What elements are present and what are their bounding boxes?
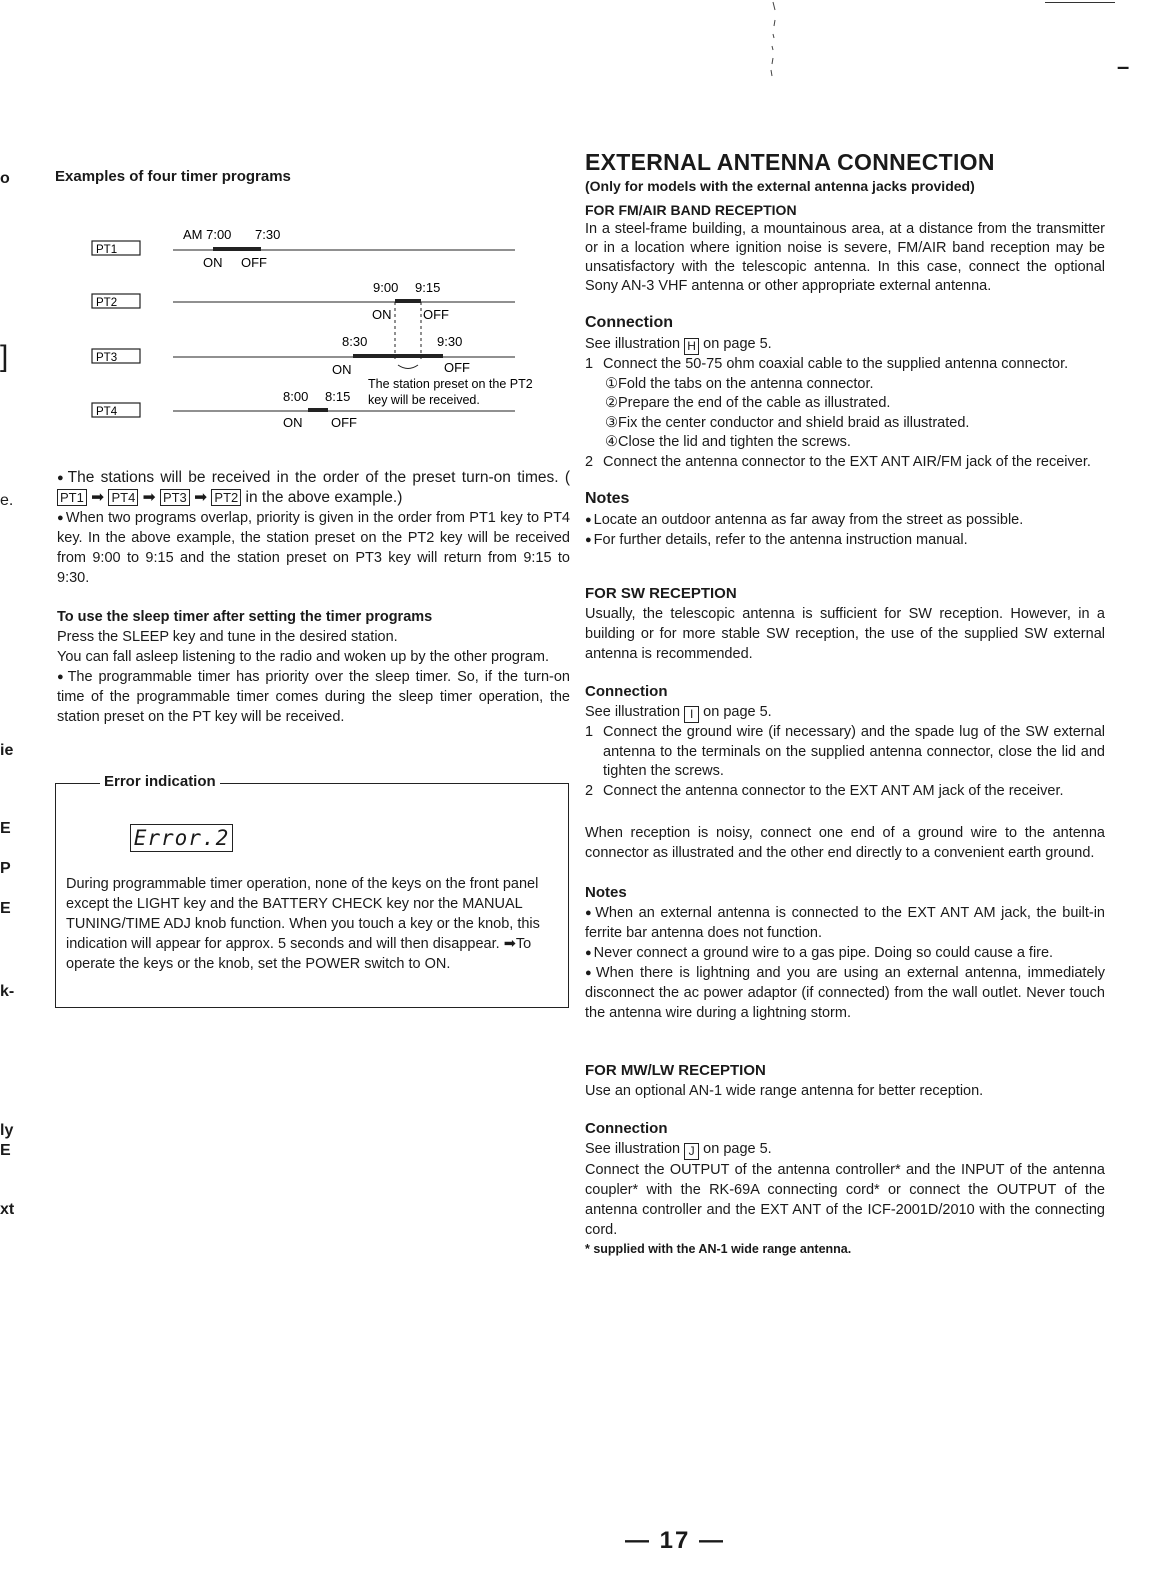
bullet-overlap-priority: ● When two programs overlap, priority is given in the order from PT1 key to PT4 key. In the above example, the station preset on the PT2 key will be received from 9:00 to 9:15 and the station preset on PT3 key will return from 9:15 to 9:30.: [57, 510, 570, 586]
error-lcd-display: Error.2: [130, 824, 233, 852]
fm-notes-heading: Notes: [585, 490, 630, 507]
sw-note-2: ● Never connect a ground wire to a gas pipe. Doing so could cause a fire.: [585, 945, 1054, 961]
pt4-key-label: [92, 403, 140, 418]
fm-substep: ①Fold the tabs on the antenna connector.: [605, 375, 874, 392]
pt3-on-label: ON: [332, 362, 352, 377]
fm-substep: ③Fix the center conductor and shield braid as illustrated.: [605, 414, 970, 431]
edge-fragment: E: [0, 900, 11, 917]
pt1-key-text: PT1: [96, 244, 118, 256]
pt1-on-label: ON: [203, 255, 223, 270]
pt2-off-label: OFF: [423, 307, 449, 322]
pt2-on-label: ON: [372, 307, 392, 322]
external-antenna-subtitle: (Only for models with the external antenna jacks provided): [585, 178, 975, 194]
illustration-label-j: J: [684, 1143, 699, 1160]
pt2-note-line1: The station preset on the PT2: [368, 377, 533, 391]
sleep-timer-para1: Press the SLEEP key and tune in the desired station.: [57, 629, 398, 645]
fm-heading: FOR FM/AIR BAND RECEPTION: [585, 202, 797, 218]
bullet-sleep-priority: ● The programmable timer has priority over the sleep timer. So, if the turn-on time of the programmable timer comes during the sleep timer operation, the station preset on the PT key will be received.: [57, 669, 570, 725]
fm-intro: In a steel-frame building, a mountainous area, at a distance from the transmitter or in a location where ignition noise is severe, FM/AIR band reception may be unsatisfactory with the telescopic antenna. In this case, connect the optional Sony AN-3 VHF antenna or other appropriate external antenna.: [585, 221, 1105, 294]
sw-note-3: ● When there is lightning and you are using an external antenna, immediately disconnect the ac power adaptor (if connected) from the wall outlet. Never touch the antenna wire during a lightning storm.: [585, 965, 1105, 1021]
pt3-off-label: OFF: [444, 360, 470, 375]
sw-see-illustration: See illustration I on page 5.: [585, 704, 772, 721]
sw-connection-heading: Connection: [585, 683, 668, 700]
sw-notes-heading: Notes: [585, 884, 627, 901]
pt2-key-text: PT2: [96, 297, 118, 309]
pt2-time-off: 9:15: [415, 280, 441, 295]
mw-connection-heading: Connection: [585, 1120, 668, 1137]
pt3-time-off: 9:30: [437, 334, 463, 349]
edge-fragment: E: [0, 1142, 11, 1159]
pt3-key-text: PT3: [96, 352, 118, 364]
bullet-icon: ●: [585, 514, 592, 526]
fm-substep: ②Prepare the end of the cable as illustrated.: [605, 395, 891, 411]
fm-step-2: 2 Connect the antenna connector to the EXT ANT AIR/FM jack of the receiver.: [585, 453, 1091, 470]
pt4-program-bar: [308, 408, 328, 412]
illustration-label-i: I: [684, 706, 699, 723]
top-rule: [1045, 2, 1115, 3]
edge-fragment: P: [0, 860, 11, 877]
pt4-time-off: 8:15: [325, 389, 351, 404]
timer-programs-diagram: [90, 222, 580, 438]
external-antenna-title: EXTERNAL ANTENNA CONNECTION: [585, 149, 995, 175]
fm-note-2: ● For further details, refer to the antenna instruction manual.: [585, 532, 968, 548]
pt4-off-label: OFF: [331, 415, 357, 430]
sw-noisy-text: When reception is noisy, connect one end of a ground wire to the antenna connector as illustrated and the other end directly to a convenient earth ground.: [585, 825, 1105, 861]
sw-note-1: ● When an external antenna is connected to the EXT ANT AM jack, the built-in ferrite bar antenna does not function.: [585, 905, 1105, 941]
edge-fragment: e.: [0, 492, 14, 509]
bullet-icon: ●: [57, 472, 66, 484]
edge-fragment: ]: [0, 340, 9, 373]
fm-see-illustration: See illustration H on page 5.: [585, 336, 772, 353]
pt3-key-label: [92, 349, 140, 364]
mw-footnote: * supplied with the AN-1 wide range antenna.: [585, 1242, 852, 1256]
pt4-time-on: 8:00: [283, 389, 309, 404]
page-number: — 17 —: [625, 1527, 726, 1554]
pt4-key-text: PT4: [96, 406, 118, 418]
scan-mark-decoration: [755, 0, 795, 80]
pt2-program-bar: [395, 299, 421, 303]
sw-intro: Usually, the telescopic antenna is sufficient for SW reception. However, in a building or for more stable SW reception, the use of the supplied SW external antenna is recommended.: [585, 606, 1105, 662]
edge-fragment: o: [0, 170, 10, 187]
pt2-time-on: 9:00: [373, 280, 399, 295]
top-right-dash: –: [1117, 54, 1130, 79]
edge-fragment: k-: [0, 983, 15, 1000]
bullet-icon: ●: [57, 671, 66, 683]
left-column: [57, 168, 572, 185]
bullet-icon: ●: [585, 534, 592, 546]
pt1-key-label: [92, 241, 140, 256]
sw-heading: FOR SW RECEPTION: [585, 585, 737, 602]
fm-step-1: 1 Connect the 50-75 ohm coaxial cable to the supplied antenna connector.: [585, 356, 1069, 372]
edge-fragment: ly: [0, 1122, 14, 1139]
pt4-on-label: ON: [283, 415, 303, 430]
edge-fragment: ie: [0, 742, 14, 759]
pt1-program-bar: [213, 247, 261, 251]
mw-intro: Use an optional AN-1 wide range antenna for better reception.: [585, 1083, 984, 1099]
key-pt1: PT1: [57, 489, 87, 506]
sleep-timer-heading: To use the sleep timer after setting the timer programs: [57, 609, 433, 625]
sleep-timer-para2: You can fall asleep listening to the radio and woken up by the other program.: [57, 649, 549, 665]
pt2-note-line2: key will be received.: [368, 393, 480, 407]
illustration-label-h: H: [684, 338, 699, 355]
mw-see-illustration: See illustration J on page 5.: [585, 1141, 772, 1158]
error-indication-text: During programmable timer operation, none of the keys on the front panel except the LIGHT key and the BATTERY CHECK key nor the MANUAL TUNING/TIME ADJ knob function. When you touch a key or the knob, this indication will appear for approx. 5 seconds and will then disappear. ➡To operate the keys or the knob, set the POWER switch to ON.: [66, 876, 540, 972]
error-indication-box: [55, 773, 569, 1008]
error-indication-title: Error indication: [100, 773, 220, 790]
mw-heading: FOR MW/LW RECEPTION: [585, 1062, 766, 1079]
pt1-off-label: OFF: [241, 255, 267, 270]
pt1-time-on: AM 7:00: [183, 227, 232, 242]
fm-connection-heading: Connection: [585, 314, 673, 331]
fm-note-1: ● Locate an outdoor antenna as far away from the street as possible.: [585, 512, 1024, 528]
key-pt2: PT2: [211, 489, 241, 506]
sw-step-2: 2 Connect the antenna connector to the EXT ANT AM jack of the receiver.: [585, 782, 1064, 799]
pt2-key-label: [92, 294, 140, 309]
bullet-icon: ●: [585, 967, 594, 979]
bullet-icon: ●: [57, 512, 64, 524]
mw-connection-text: Connect the OUTPUT of the antenna controller* and the INPUT of the antenna coupler* with the RK-69A connecting cord* or connect the OUTPUT of the antenna controller and the EXT ANT of the ICF-2001D/2010 with the connecting cord.: [585, 1162, 1105, 1238]
right-column: [585, 148, 1105, 1258]
key-pt4: PT4: [108, 489, 138, 506]
edge-fragment: xt: [0, 1201, 15, 1218]
edge-fragment: E: [0, 820, 11, 837]
fm-substep: ④Close the lid and tighten the screws.: [605, 434, 851, 450]
bullet-preset-order: ● The stations will be received in the order of the preset turn-on times. (PT1 ➡ PT4 ➡ PT3 ➡ PT2 in the above example.): [57, 469, 570, 506]
key-pt3: PT3: [160, 489, 190, 506]
bullet-icon: ●: [585, 947, 592, 959]
pt3-time-on: 8:30: [342, 334, 368, 349]
pt3-program-bar: [353, 354, 443, 358]
bullet-icon: ●: [585, 907, 594, 919]
examples-title: Examples of four timer programs: [55, 168, 291, 185]
pt1-time-off: 7:30: [255, 227, 281, 242]
left-body: [57, 468, 570, 727]
sw-step-1: 1 Connect the ground wire (if necessary) and the spade lug of the SW external antenna to the terminals on the supplied antenna connector, close the lid and tighten the screws.: [585, 724, 1105, 779]
